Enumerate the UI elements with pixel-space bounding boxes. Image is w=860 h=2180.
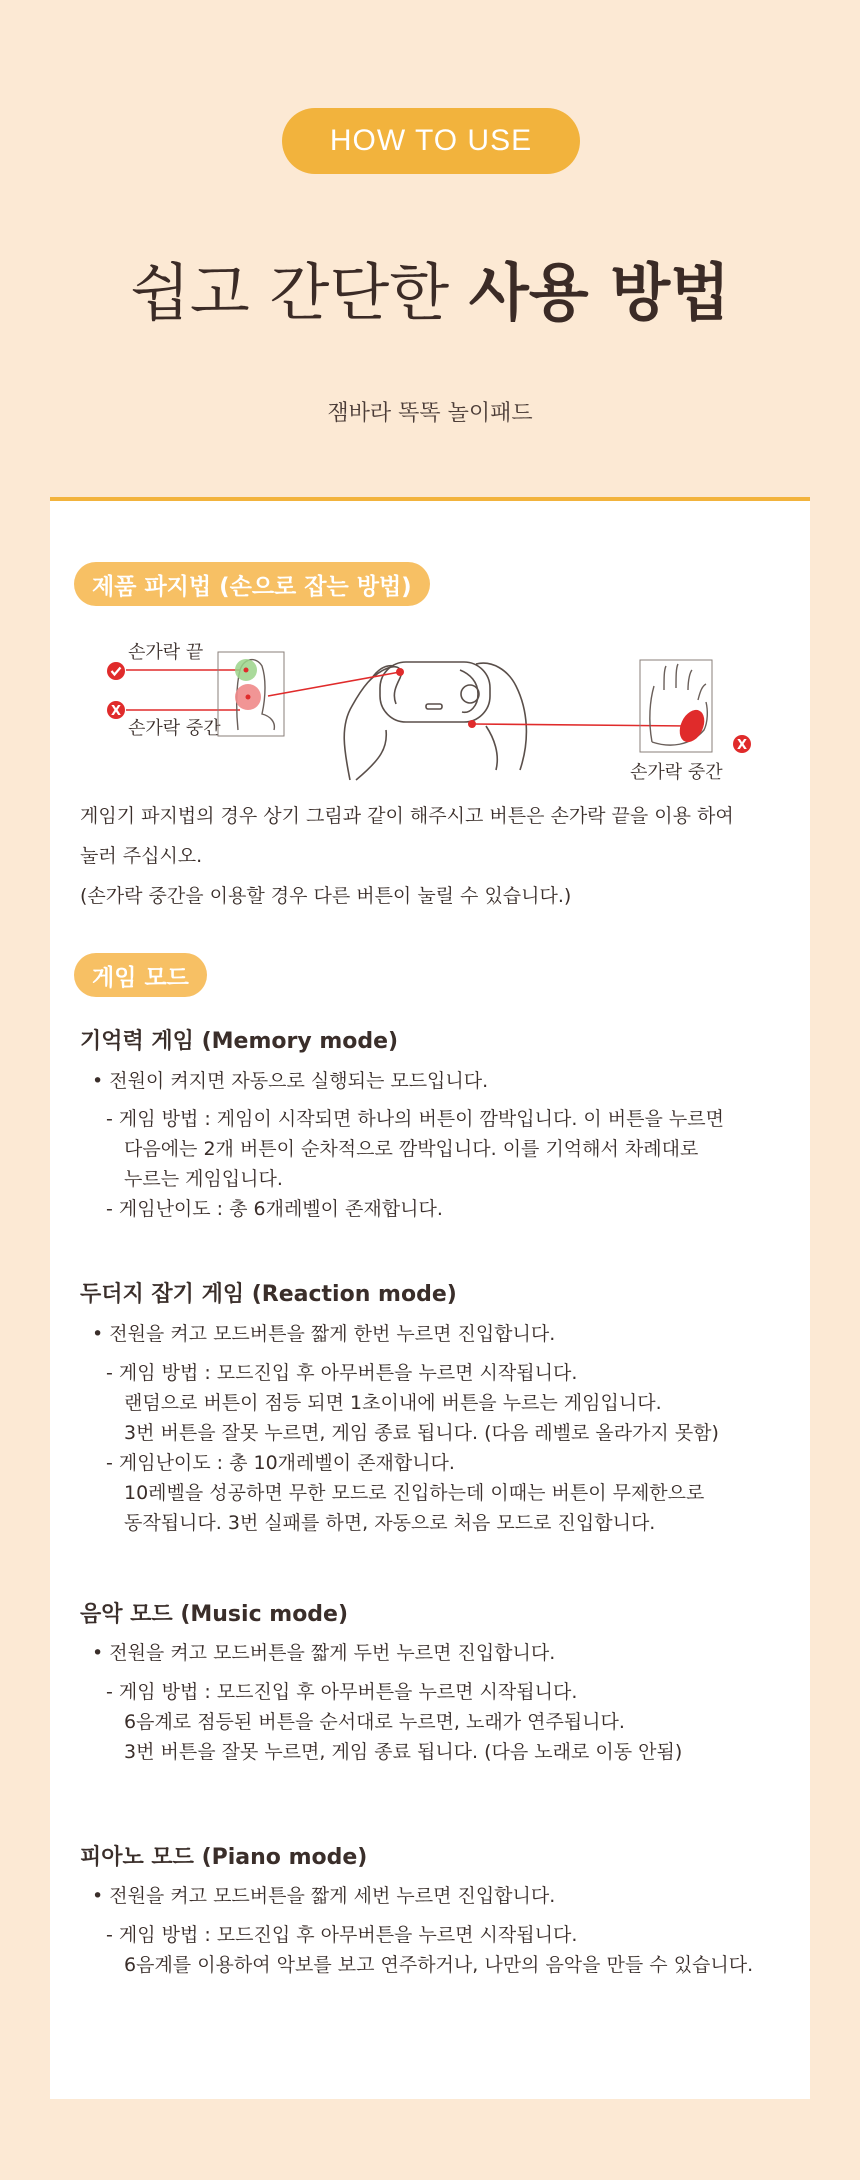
game-mode-pill: 게임 모드 [74,953,207,997]
label-fingertip: 손가락 끝 [128,642,204,663]
grip-illustration [0,630,860,800]
grip-description [80,796,780,916]
how-to-use-badge: HOW TO USE [282,108,580,174]
middle-mark-left [107,701,125,719]
label-finger-middle-left: 손가락 중간 [128,718,221,739]
svg-text:X: X [110,704,122,719]
memory-mode-title: 기억력 게임 (Memory mode) [80,1029,399,1054]
tip-mark [107,662,125,680]
piano-mode-title: 피아노 모드 (Piano mode) [80,1845,368,1870]
reaction-mode-details: - 게임 방법 : 모드진입 후 아무버튼을 누르면 시작됩니다. 랜덤으로 버튼이 점등 되면 1초이내에 버튼을 누르는 게임입니다. 3번 버튼을 잘못 누르면, 게임 종료 됩니다. (다음 레벨로 올라가지 못함) - 게임난이도 : 총 10개레벨이 존재합니다. 10레벨을 성공하면 무한 모드로 진입하는데 이때는 버튼이 무제한으로 동작됩니다. 3번 실패를 하면, 자동으로 처음 모드로 진입합니다. [106,1362,719,1534]
grip-desc-line1: 게임기 파지법의 경우 상기 그림과 같이 해주시고 버튼은 손가락 끝을 이용 하여 [80,805,734,827]
label-finger-middle-right: 손가락 중간 [630,762,723,783]
page-subtitle: 잼바라 똑똑 놀이패드 [327,401,533,426]
piano-mode-details: - 게임 방법 : 모드진입 후 아무버튼을 누르면 시작됩니다. 6음계를 이용하여 악보를 보고 연주하거나, 나만의 음악을 만들 수 있습니다. [106,1924,754,1976]
page-title-light: 쉽고 간단한 [129,256,450,329]
music-mode-title: 음악 모드 (Music mode) [80,1602,349,1627]
piano-mode-bullet: • 전원을 켜고 모드버튼을 짧게 세번 누르면 진입합니다. [92,1881,555,1908]
reaction-mode-title: 두더지 잡기 게임 (Reaction mode) [80,1282,457,1307]
grip-section-pill: 제품 파지법 (손으로 잡는 방법) [74,562,430,606]
grip-desc-line2: 눌러 주십시오. [80,845,203,867]
memory-mode-details: - 게임 방법 : 게임이 시작되면 하나의 버튼이 깜박입니다. 이 버튼을 누르면 다음에는 2개 버튼이 순차적으로 깜박입니다. 이를 기억해서 차례대로 누르는 게임입니다. - 게임난이도 : 총 6개레벨이 존재합니다. [106,1108,724,1220]
page-title-bold: 사용 방법 [468,256,731,329]
middle-mark-right [733,735,751,753]
music-mode-bullet: • 전원을 켜고 모드버튼을 짧게 두번 누르면 진입합니다. [92,1638,555,1665]
music-mode-details: - 게임 방법 : 모드진입 후 아무버튼을 누르면 시작됩니다. 6음계로 점등된 버튼을 순서대로 누르면, 노래가 연주됩니다. 3번 버튼을 잘못 누르면, 게임 종료 됩니다. (다음 노래로 이동 안됨) [106,1681,683,1763]
grip-desc-line3: (손가락 중간을 이용할 경우 다른 버튼이 눌릴 수 있습니다.) [80,885,572,907]
reaction-mode-bullet: • 전원을 켜고 모드버튼을 짧게 한번 누르면 진입합니다. [92,1319,555,1346]
page-title [0,256,860,329]
svg-text:X: X [736,738,748,753]
memory-mode-bullet: • 전원이 켜지면 자동으로 실행되는 모드입니다. [92,1066,488,1093]
hands-gamepad-drawing [344,662,526,780]
